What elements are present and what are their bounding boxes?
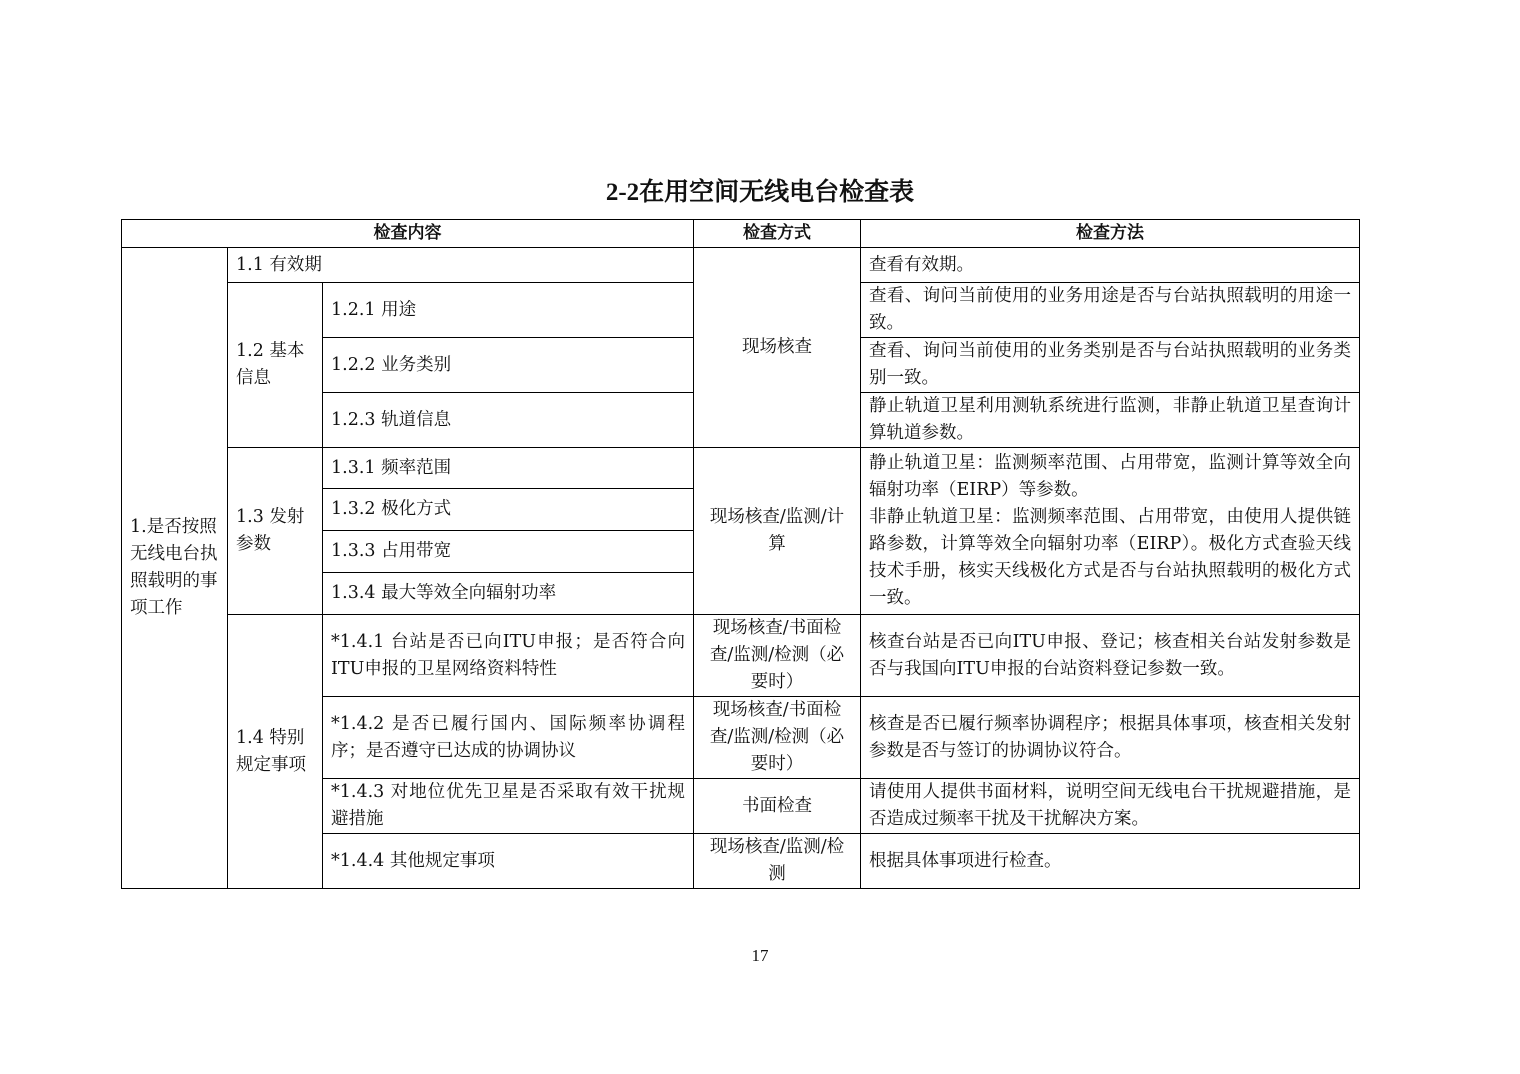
method-1-4-2: 核查是否已履行频率协调程序；根据具体事项，核查相关发射参数是否与签订的协调协议符合。 [861,697,1360,779]
group-1-2: 1.2 基本信息 [228,283,323,448]
mode-1-4-3: 书面检查 [694,779,861,834]
page-number: 17 [751,946,769,965]
method-1-3-geo: 静止轨道卫星：监测频率范围、占用带宽，监测计算等效全向辐射功率（EIRP）等参数。 [869,453,1352,500]
item-1-3-2: 1.3.2 极化方式 [323,489,694,531]
method-1-2-1: 查看、询问当前使用的业务用途是否与台站执照载明的用途一致。 [861,283,1360,338]
item-1-3-4: 1.3.4 最大等效全向辐射功率 [323,573,694,615]
method-1-2-3: 静止轨道卫星利用测轨系统进行监测，非静止轨道卫星查询计算轨道参数。 [861,393,1360,448]
method-1-2-2: 查看、询问当前使用的业务类别是否与台站执照载明的业务类别一致。 [861,338,1360,393]
item-1-3-1: 1.3.1 频率范围 [323,448,694,489]
item-1-2-1: 1.2.1 用途 [323,283,694,338]
mode-onsite: 现场核查 [694,248,861,448]
category-cell: 1.是否按照无线电台执照载明的事项工作 [122,248,228,889]
table-row [122,448,1360,489]
mode-1-4-1: 现场核查/书面检查/监测/检测（必要时） [694,615,861,697]
page-title: 2-2在用空间无线电台检查表 [605,179,915,206]
method-1-3 [861,448,1360,615]
group-1-4: 1.4 特别规定事项 [228,615,323,889]
item-1-2-3: 1.2.3 轨道信息 [323,393,694,448]
item-1-4-1: *1.4.1 台站是否已向ITU申报；是否符合向ITU申报的卫星网络资料特性 [323,615,694,697]
item-1-4-3: *1.4.3 对地位优先卫星是否采取有效干扰规避措施 [323,779,694,834]
method-1-3-non-geo: 非静止轨道卫星：监测频率范围、占用带宽，由使用人提供链路参数，计算等效全向辐射功率（EIRP）。极化方式查验天线技术手册，核实天线极化方式是否与台站执照载明的极化方式一致。 [869,507,1352,608]
item-1-1: 1.1 有效期 [228,248,694,283]
header-row [122,220,1360,248]
method-1-4-3: 请使用人提供书面材料，说明空间无线电台干扰规避措施，是否造成过频率干扰及干扰解决方案。 [861,779,1360,834]
method-1-4-4: 根据具体事项进行检查。 [861,834,1360,889]
mode-1-4-4: 现场核查/监测/检测 [694,834,861,889]
table-row [122,248,1360,283]
header-method: 检查方法 [861,220,1360,248]
item-1-4-2: *1.4.2 是否已履行国内、国际频率协调程序；是否遵守已达成的协调协议 [323,697,694,779]
table-row [122,615,1360,697]
mode-onsite-monitor-calc: 现场核查/监测/计算 [694,448,861,615]
mode-1-4-2: 现场核查/书面检查/监测/检测（必要时） [694,697,861,779]
header-content: 检查内容 [122,220,694,248]
header-mode: 检查方式 [694,220,861,248]
item-1-3-3: 1.3.3 占用带宽 [323,531,694,573]
method-1-1: 查看有效期。 [861,248,1360,283]
item-1-2-2: 1.2.2 业务类别 [323,338,694,393]
method-1-4-1: 核查台站是否已向ITU申报、登记；核查相关台站发射参数是否与我国向ITU申报的台站资料登记参数一致。 [861,615,1360,697]
inspection-table [121,219,1360,889]
item-1-4-4: *1.4.4 其他规定事项 [323,834,694,889]
group-1-3: 1.3 发射参数 [228,448,323,615]
